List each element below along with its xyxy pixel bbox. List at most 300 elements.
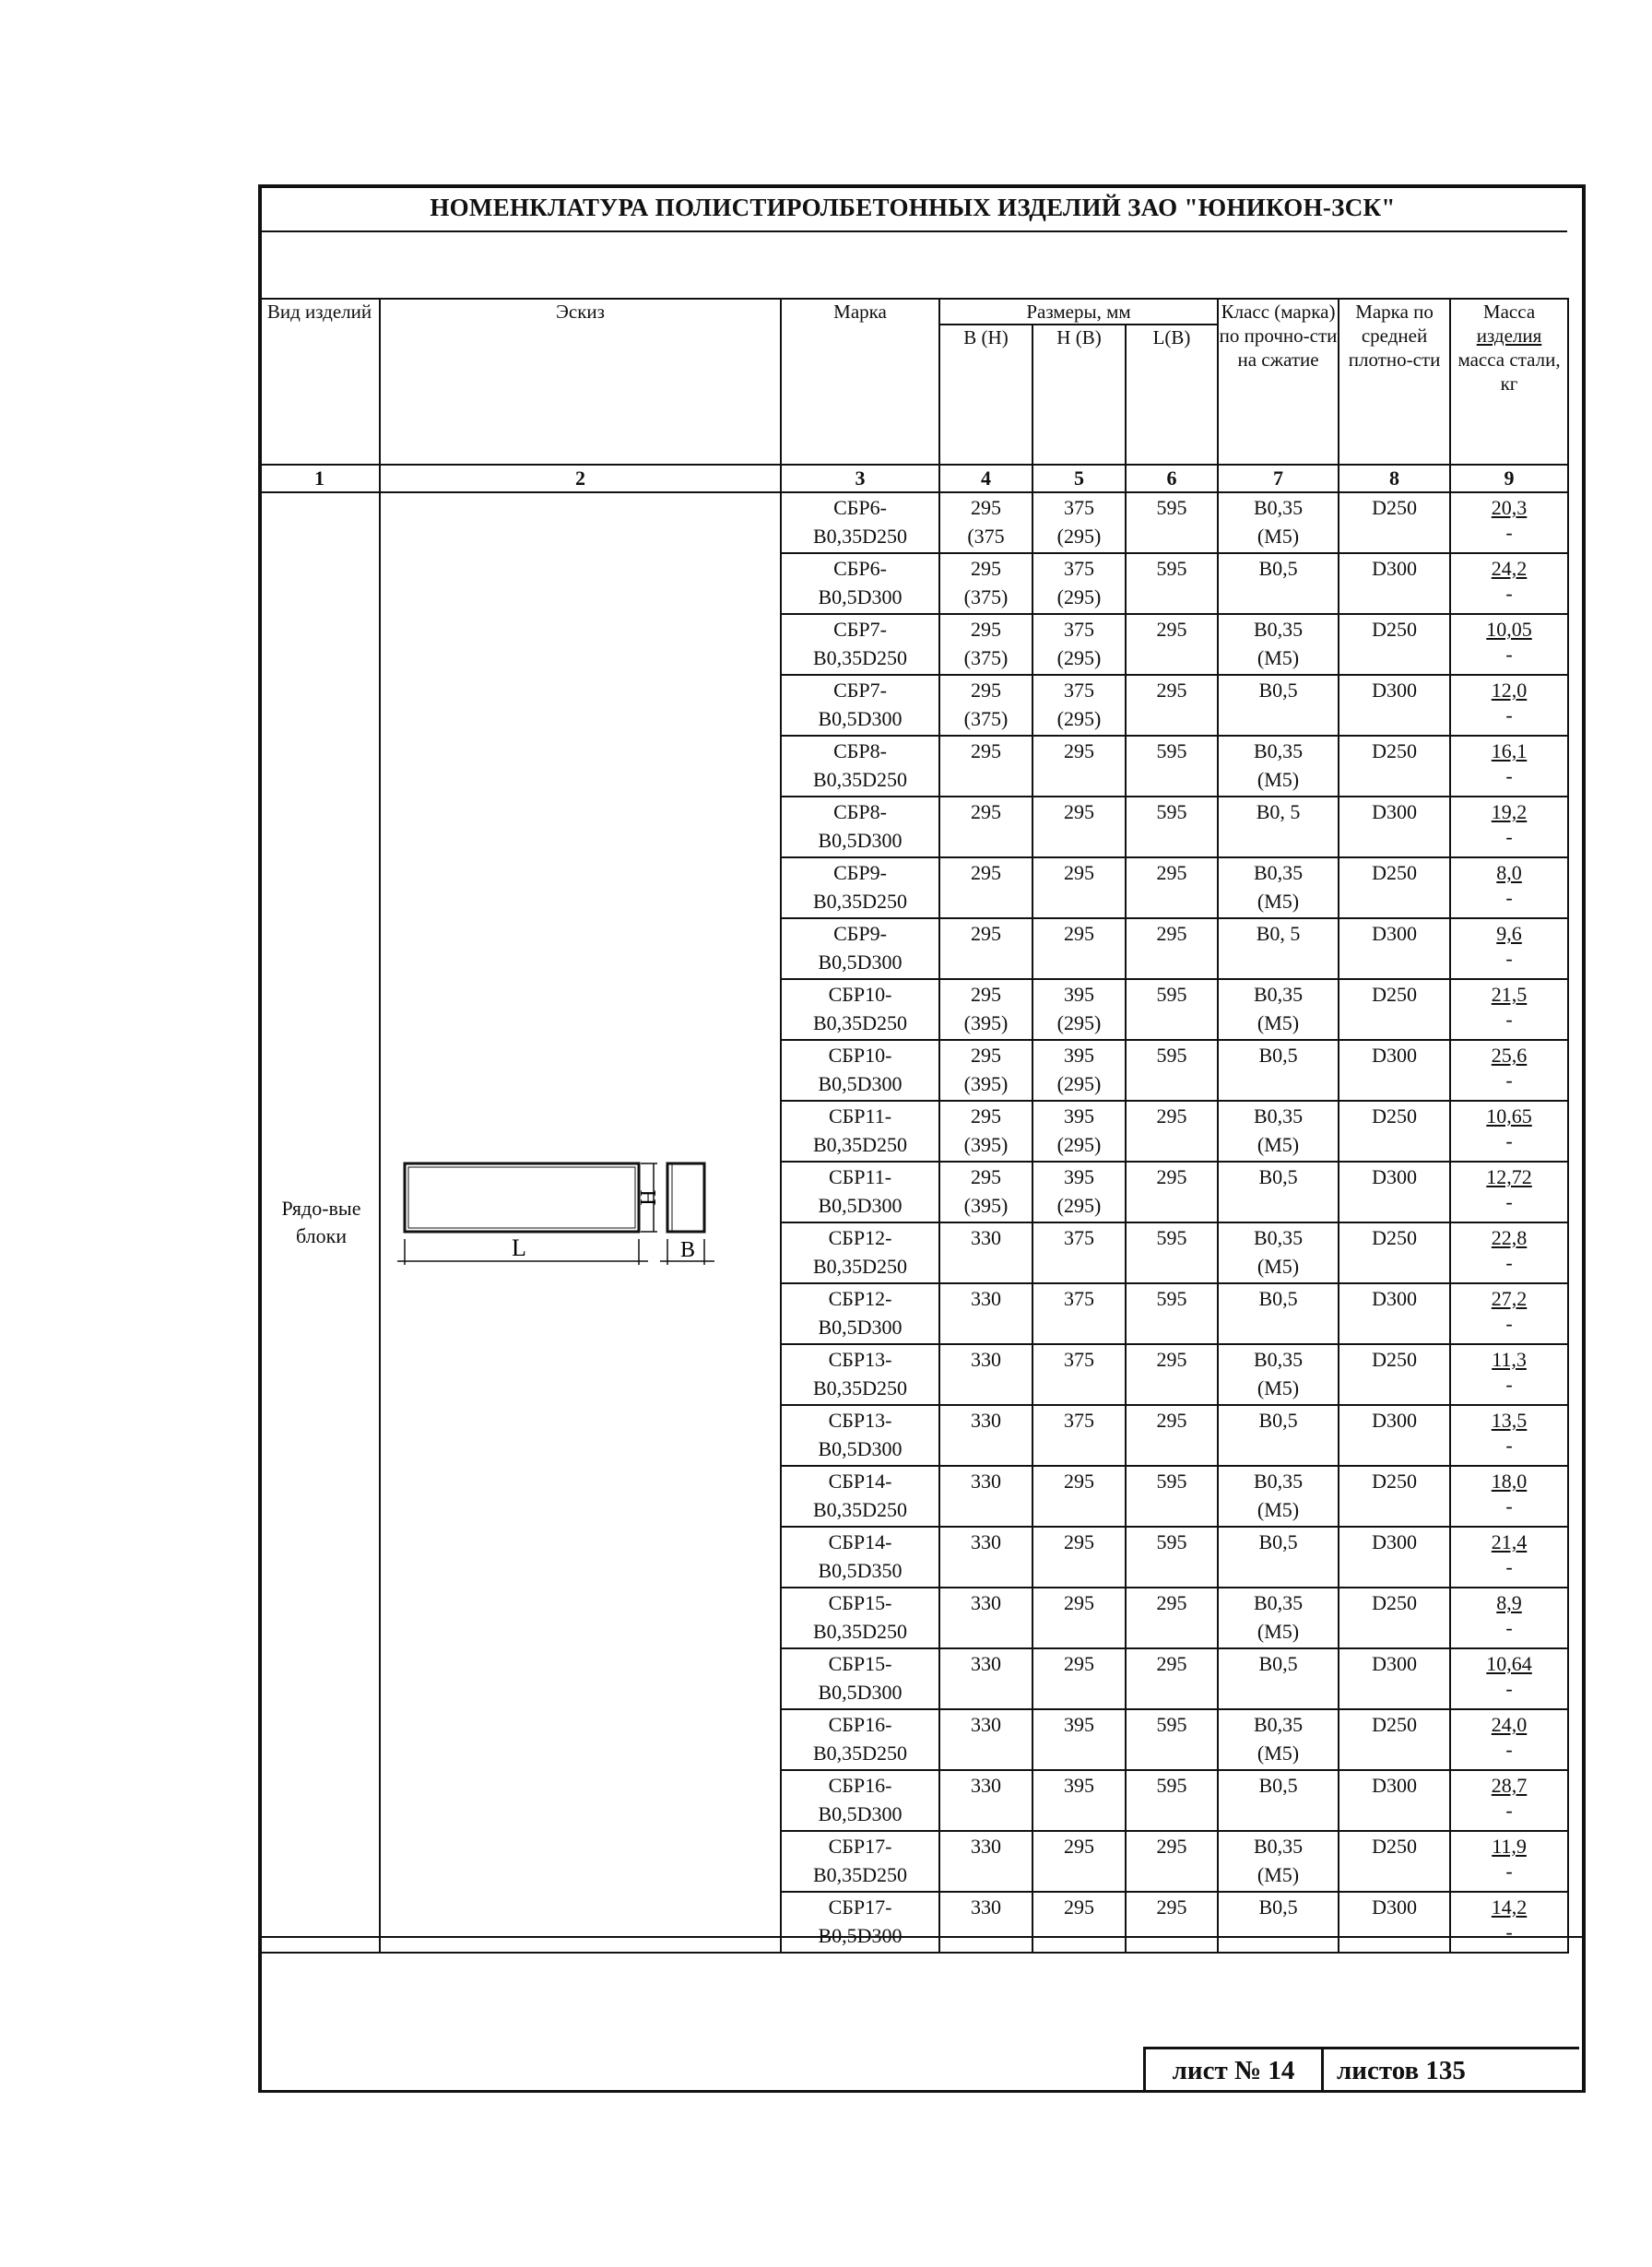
size-b-cell: [939, 1831, 1032, 1892]
mark-line-1: СБР15-: [828, 1652, 892, 1675]
size-h-cell: [1032, 1101, 1126, 1162]
size-l-cell: 595: [1126, 1527, 1218, 1588]
size-h: 375: [1064, 679, 1094, 702]
size-h-cell: [1032, 1040, 1126, 1101]
strength-grade: (М5): [1257, 525, 1300, 548]
size-l-cell: 295: [1126, 1101, 1218, 1162]
header-massa-izdeliya: изделия: [1476, 325, 1542, 347]
mark-cell: [781, 918, 939, 979]
header-row-1: [259, 299, 1568, 325]
strength-class-cell: [1218, 918, 1339, 979]
size-l-cell: 595: [1126, 1466, 1218, 1527]
size-b: 295: [971, 1044, 1001, 1067]
strength-class: В0,35: [1253, 1835, 1304, 1858]
size-b: 295: [971, 739, 1001, 762]
mass-cell: [1450, 614, 1568, 675]
strength-class-cell: [1218, 553, 1339, 614]
strength-class-cell: [1218, 1101, 1339, 1162]
mass-value: 25,6: [1491, 1044, 1528, 1067]
size-b: 295: [971, 922, 1001, 945]
mass-cell: [1450, 1588, 1568, 1648]
size-b: 330: [971, 1226, 1001, 1249]
mark-line-1: СБР12-: [828, 1226, 892, 1249]
strength-class-cell: [1218, 736, 1339, 797]
mark-line-1: СБР13-: [828, 1348, 892, 1371]
mark-line-2: В0,5D300: [818, 1681, 903, 1704]
size-h-cell: [1032, 1283, 1126, 1344]
size-h-cell: [1032, 979, 1126, 1040]
strength-class-cell: [1218, 1222, 1339, 1283]
mass-value: 9,6: [1496, 922, 1522, 945]
size-b: 330: [971, 1470, 1001, 1493]
mark-line-2: В0,5D300: [818, 1437, 903, 1460]
header-klass: Класс (марка) по прочно-сти на сжатие: [1218, 299, 1339, 465]
size-h-cell: [1032, 553, 1126, 614]
density-cell: D300: [1339, 1892, 1450, 1953]
mass-cell: [1450, 1344, 1568, 1405]
size-h-cell: [1032, 1466, 1126, 1527]
mark-line-2: В0,5D300: [818, 1194, 903, 1217]
strength-class: В0,5: [1258, 1530, 1298, 1553]
density-cell: D300: [1339, 1770, 1450, 1831]
strength-class-cell: [1218, 1162, 1339, 1222]
size-b: 330: [971, 1835, 1001, 1858]
mark-line-2: В0,5D300: [818, 1924, 903, 1947]
header-vid: Вид изделий: [259, 299, 380, 465]
strength-class: В0,5: [1258, 1409, 1298, 1432]
mark-cell: [781, 553, 939, 614]
mark-line-1: СБР6-: [833, 557, 887, 580]
steel-mass-value: -: [1505, 947, 1513, 970]
strength-class-cell: [1218, 1831, 1339, 1892]
density-cell: D300: [1339, 553, 1450, 614]
strength-class: В0,5: [1258, 1165, 1298, 1188]
size-b-cell: [939, 1892, 1032, 1953]
size-l-cell: 595: [1126, 1709, 1218, 1770]
density-cell: D300: [1339, 1648, 1450, 1709]
size-b-cell: [939, 918, 1032, 979]
size-h-alt: (295): [1056, 707, 1102, 730]
size-b: 295: [971, 557, 1001, 580]
size-b-alt: (375): [963, 707, 1009, 730]
steel-mass-value: -: [1505, 1494, 1513, 1517]
strength-grade: (М5): [1257, 1255, 1300, 1278]
mark-line-1: СБР7-: [833, 618, 887, 641]
strength-class: В0,35: [1253, 861, 1304, 884]
size-h-cell: [1032, 1527, 1126, 1588]
strength-class: В0,5: [1258, 1895, 1298, 1919]
size-b-cell: [939, 1344, 1032, 1405]
steel-mass-value: -: [1505, 582, 1513, 605]
header-razmery: Размеры, мм: [939, 299, 1218, 325]
size-b-cell: [939, 675, 1032, 736]
strength-class-cell: [1218, 1892, 1339, 1953]
strength-class-cell: [1218, 492, 1339, 553]
mark-line-2: В0,35D250: [812, 1376, 908, 1399]
size-l-cell: 595: [1126, 553, 1218, 614]
mass-cell: [1450, 736, 1568, 797]
mark-line-1: СБР12-: [828, 1287, 892, 1310]
mass-value: 13,5: [1491, 1409, 1528, 1432]
mass-cell: [1450, 1283, 1568, 1344]
mark-line-2: В0,35D250: [812, 890, 908, 913]
size-l-cell: 595: [1126, 1222, 1218, 1283]
size-b-cell: [939, 979, 1032, 1040]
steel-mass-value: -: [1505, 643, 1513, 666]
mark-cell: [781, 1344, 939, 1405]
mark-line-1: СБР8-: [833, 800, 887, 823]
mark-cell: [781, 857, 939, 918]
size-h: 295: [1064, 861, 1094, 884]
strength-class-cell: [1218, 1648, 1339, 1709]
strength-class-cell: [1218, 1405, 1339, 1466]
mark-cell: [781, 492, 939, 553]
size-h: 375: [1064, 618, 1094, 641]
density-cell: D300: [1339, 918, 1450, 979]
product-type-cell: Рядо-вые блоки: [259, 492, 380, 1953]
steel-mass-value: -: [1505, 1555, 1513, 1578]
steel-mass-value: -: [1505, 1860, 1513, 1883]
density-cell: D250: [1339, 1588, 1450, 1648]
strength-class-cell: [1218, 675, 1339, 736]
size-h: 395: [1064, 1165, 1094, 1188]
size-h: 295: [1064, 1530, 1094, 1553]
size-h: 375: [1064, 1226, 1094, 1249]
size-b: 330: [971, 1652, 1001, 1675]
table-body: [259, 492, 1568, 1953]
mass-value: 11,3: [1492, 1348, 1527, 1371]
mass-value: 10,65: [1486, 1104, 1532, 1128]
mark-line-1: СБР6-: [833, 496, 887, 519]
size-h-cell: [1032, 1831, 1126, 1892]
size-h-cell: [1032, 797, 1126, 857]
column-number: 8: [1339, 465, 1450, 492]
mark-line-2: В0,5D300: [818, 1802, 903, 1825]
header-massa: [1450, 299, 1568, 465]
size-h: 395: [1064, 983, 1094, 1006]
size-h: 375: [1064, 557, 1094, 580]
mass-cell: [1450, 918, 1568, 979]
size-b-cell: [939, 797, 1032, 857]
strength-class: В0, 5: [1256, 922, 1301, 945]
mass-value: 10,05: [1486, 618, 1532, 641]
mark-cell: [781, 1162, 939, 1222]
header-h: Н (В): [1032, 325, 1126, 465]
strength-class-cell: [1218, 1344, 1339, 1405]
size-b-cell: [939, 736, 1032, 797]
strength-class: В0,35: [1253, 496, 1304, 519]
mass-value: 20,3: [1491, 496, 1528, 519]
strength-class: В0,5: [1258, 1774, 1298, 1797]
size-b-alt: (395): [963, 1011, 1009, 1034]
strength-grade: (М5): [1257, 646, 1300, 669]
density-cell: D250: [1339, 857, 1450, 918]
size-b-cell: [939, 1709, 1032, 1770]
mass-cell: [1450, 492, 1568, 553]
strength-grade: (М5): [1257, 1620, 1300, 1643]
mark-line-2: В0,5D350: [818, 1559, 903, 1582]
sketch-label-l: L: [512, 1234, 526, 1261]
density-cell: D250: [1339, 492, 1450, 553]
size-b-cell: [939, 1466, 1032, 1527]
mark-cell: [781, 1466, 939, 1527]
size-h: 375: [1064, 1409, 1094, 1432]
size-b: 295: [971, 496, 1001, 519]
size-h: 295: [1064, 1895, 1094, 1919]
mass-value: 24,2: [1491, 557, 1528, 580]
column-numbers-row: [259, 465, 1568, 492]
column-number: 5: [1032, 465, 1126, 492]
density-cell: D250: [1339, 1709, 1450, 1770]
mark-cell: [781, 1648, 939, 1709]
sheet-number-box: [1143, 2047, 1579, 2092]
size-h: 295: [1064, 1470, 1094, 1493]
mass-cell: [1450, 857, 1568, 918]
size-h-cell: [1032, 1770, 1126, 1831]
size-b-cell: [939, 1222, 1032, 1283]
density-cell: D300: [1339, 1405, 1450, 1466]
size-l-cell: 295: [1126, 1405, 1218, 1466]
mark-line-2: В0,35D250: [812, 768, 908, 791]
strength-class: В0,5: [1258, 1044, 1298, 1067]
mark-cell: [781, 1101, 939, 1162]
size-l-cell: 595: [1126, 1283, 1218, 1344]
header-marka: Марка: [781, 299, 939, 465]
steel-mass-value: -: [1505, 1799, 1513, 1822]
mass-cell: [1450, 553, 1568, 614]
steel-mass-value: -: [1505, 1434, 1513, 1457]
size-l-cell: 295: [1126, 1648, 1218, 1709]
mass-value: 16,1: [1491, 739, 1528, 762]
header-b: В (Н): [939, 325, 1032, 465]
size-h-alt: (295): [1056, 1011, 1102, 1034]
size-h: 295: [1064, 1835, 1094, 1858]
strength-class-cell: [1218, 1283, 1339, 1344]
size-h-cell: [1032, 492, 1126, 553]
size-l-cell: 595: [1126, 1770, 1218, 1831]
size-h-cell: [1032, 857, 1126, 918]
size-h-cell: [1032, 1222, 1126, 1283]
steel-mass-value: -: [1505, 1008, 1513, 1031]
column-number: 7: [1218, 465, 1339, 492]
mark-line-2: В0,35D250: [812, 1255, 908, 1278]
sheet-number: лист № 14: [1146, 2049, 1324, 2092]
size-h: 375: [1064, 496, 1094, 519]
density-cell: D300: [1339, 1040, 1450, 1101]
mass-cell: [1450, 1466, 1568, 1527]
strength-grade: (М5): [1257, 768, 1300, 791]
column-number: 4: [939, 465, 1032, 492]
sheet-total: листов 135: [1337, 2055, 1466, 2085]
size-b-cell: [939, 1101, 1032, 1162]
size-h: 395: [1064, 1104, 1094, 1128]
mark-cell: [781, 1222, 939, 1283]
mass-value: 18,0: [1491, 1470, 1528, 1493]
mass-cell: [1450, 1892, 1568, 1953]
size-h-cell: [1032, 918, 1126, 979]
size-h-cell: [1032, 1405, 1126, 1466]
density-cell: D300: [1339, 675, 1450, 736]
mass-value: 21,5: [1491, 983, 1528, 1006]
column-number: 3: [781, 465, 939, 492]
mark-line-1: СБР8-: [833, 739, 887, 762]
strength-grade: (М5): [1257, 1863, 1300, 1886]
mark-line-2: В0,5D300: [818, 585, 903, 608]
size-b: 295: [971, 800, 1001, 823]
table-row: [259, 492, 1568, 553]
size-b-cell: [939, 614, 1032, 675]
density-cell: D250: [1339, 1831, 1450, 1892]
size-h-cell: [1032, 1648, 1126, 1709]
size-h: 375: [1064, 1287, 1094, 1310]
strength-class: В0,35: [1253, 1348, 1304, 1371]
density-cell: D250: [1339, 1466, 1450, 1527]
mass-value: 27,2: [1491, 1287, 1528, 1310]
size-h: 295: [1064, 800, 1094, 823]
strength-class-cell: [1218, 979, 1339, 1040]
steel-mass-value: -: [1505, 1920, 1513, 1943]
size-h: 375: [1064, 1348, 1094, 1371]
steel-mass-value: -: [1505, 1677, 1513, 1700]
size-h-cell: [1032, 1162, 1126, 1222]
mass-cell: [1450, 1040, 1568, 1101]
size-b: 295: [971, 983, 1001, 1006]
strength-grade: (М5): [1257, 1498, 1300, 1521]
mass-value: 21,4: [1491, 1530, 1528, 1553]
size-l-cell: 595: [1126, 492, 1218, 553]
mark-line-1: СБР16-: [828, 1713, 892, 1736]
column-number: 1: [259, 465, 380, 492]
size-h-cell: [1032, 1892, 1126, 1953]
mass-cell: [1450, 675, 1568, 736]
size-b: 330: [971, 1348, 1001, 1371]
steel-mass-value: -: [1505, 1312, 1513, 1335]
mark-cell: [781, 1588, 939, 1648]
mark-line-2: В0,5D300: [818, 707, 903, 730]
strength-grade: (М5): [1257, 1011, 1300, 1034]
steel-mass-value: -: [1505, 886, 1513, 909]
mass-cell: [1450, 979, 1568, 1040]
size-h-alt: (295): [1056, 585, 1102, 608]
mass-cell: [1450, 1405, 1568, 1466]
density-cell: D300: [1339, 1283, 1450, 1344]
size-b: 330: [971, 1895, 1001, 1919]
size-b: 330: [971, 1591, 1001, 1614]
strength-grade: (М5): [1257, 1376, 1300, 1399]
size-b-cell: [939, 1405, 1032, 1466]
steel-mass-value: -: [1505, 521, 1513, 544]
document-sheet: [258, 184, 1586, 2093]
size-b-cell: [939, 1040, 1032, 1101]
strength-class-cell: [1218, 614, 1339, 675]
strength-grade: (М5): [1257, 1133, 1300, 1156]
steel-mass-value: -: [1505, 764, 1513, 787]
strength-class: В0,35: [1253, 983, 1304, 1006]
size-h-cell: [1032, 675, 1126, 736]
mark-line-1: СБР16-: [828, 1774, 892, 1797]
column-number: 6: [1126, 465, 1218, 492]
mark-cell: [781, 1831, 939, 1892]
size-b: 330: [971, 1530, 1001, 1553]
mass-value: 24,0: [1491, 1713, 1528, 1736]
mark-line-1: СБР14-: [828, 1470, 892, 1493]
mass-value: 11,9: [1492, 1835, 1527, 1858]
mark-line-1: СБР10-: [828, 1044, 892, 1067]
header-eskiz: Эскиз: [380, 299, 781, 465]
mark-cell: [781, 797, 939, 857]
strength-class-cell: [1218, 857, 1339, 918]
size-h-alt: (295): [1056, 525, 1102, 548]
mass-value: 28,7: [1491, 1774, 1528, 1797]
strength-class: В0,35: [1253, 1104, 1304, 1128]
mark-line-1: СБР9-: [833, 861, 887, 884]
mark-line-1: СБР14-: [828, 1530, 892, 1553]
mark-line-2: В0,5D300: [818, 1072, 903, 1095]
strength-class: В0,35: [1253, 1591, 1304, 1614]
size-b-alt: (375): [963, 646, 1009, 669]
size-h: 395: [1064, 1774, 1094, 1797]
mass-cell: [1450, 1770, 1568, 1831]
mark-cell: [781, 736, 939, 797]
size-l-cell: 595: [1126, 797, 1218, 857]
mark-line-1: СБР9-: [833, 922, 887, 945]
mass-cell: [1450, 797, 1568, 857]
mass-cell: [1450, 1527, 1568, 1588]
sketch-label-h: Н: [635, 1188, 659, 1206]
mark-cell: [781, 1405, 939, 1466]
size-l-cell: 295: [1126, 675, 1218, 736]
mark-cell: [781, 675, 939, 736]
strength-class: В0,35: [1253, 1470, 1304, 1493]
steel-mass-value: -: [1505, 1069, 1513, 1092]
column-number: 2: [380, 465, 781, 492]
size-b-cell: [939, 553, 1032, 614]
strength-class: В0,5: [1258, 557, 1298, 580]
mark-line-2: В0,35D250: [812, 1133, 908, 1156]
header-massa-title: Масса: [1482, 301, 1536, 323]
density-cell: D250: [1339, 1344, 1450, 1405]
size-b-alt: (375: [967, 525, 1005, 548]
density-cell: D250: [1339, 614, 1450, 675]
size-h-cell: [1032, 1588, 1126, 1648]
size-b-alt: (395): [963, 1194, 1009, 1217]
mark-cell: [781, 1040, 939, 1101]
steel-mass-value: -: [1505, 1738, 1513, 1761]
mass-value: 19,2: [1491, 800, 1528, 823]
size-l-cell: 595: [1126, 979, 1218, 1040]
size-l-cell: 295: [1126, 1162, 1218, 1222]
density-cell: D250: [1339, 1222, 1450, 1283]
size-h-alt: (295): [1056, 1133, 1102, 1156]
size-l-cell: 295: [1126, 857, 1218, 918]
size-b: 295: [971, 618, 1001, 641]
size-b: 295: [971, 1104, 1001, 1128]
size-h-cell: [1032, 614, 1126, 675]
mark-cell: [781, 979, 939, 1040]
density-cell: D300: [1339, 1527, 1450, 1588]
strength-class: В0,35: [1253, 618, 1304, 641]
mark-line-2: В0,35D250: [812, 646, 908, 669]
mass-cell: [1450, 1101, 1568, 1162]
strength-class: В0,5: [1258, 1287, 1298, 1310]
size-b-cell: [939, 1648, 1032, 1709]
size-h: 295: [1064, 739, 1094, 762]
nomenclature-table-wrap: [258, 298, 1567, 1954]
size-h-alt: (295): [1056, 1072, 1102, 1095]
mass-cell: [1450, 1831, 1568, 1892]
mass-value: 8,9: [1496, 1591, 1522, 1614]
mark-cell: [781, 1527, 939, 1588]
